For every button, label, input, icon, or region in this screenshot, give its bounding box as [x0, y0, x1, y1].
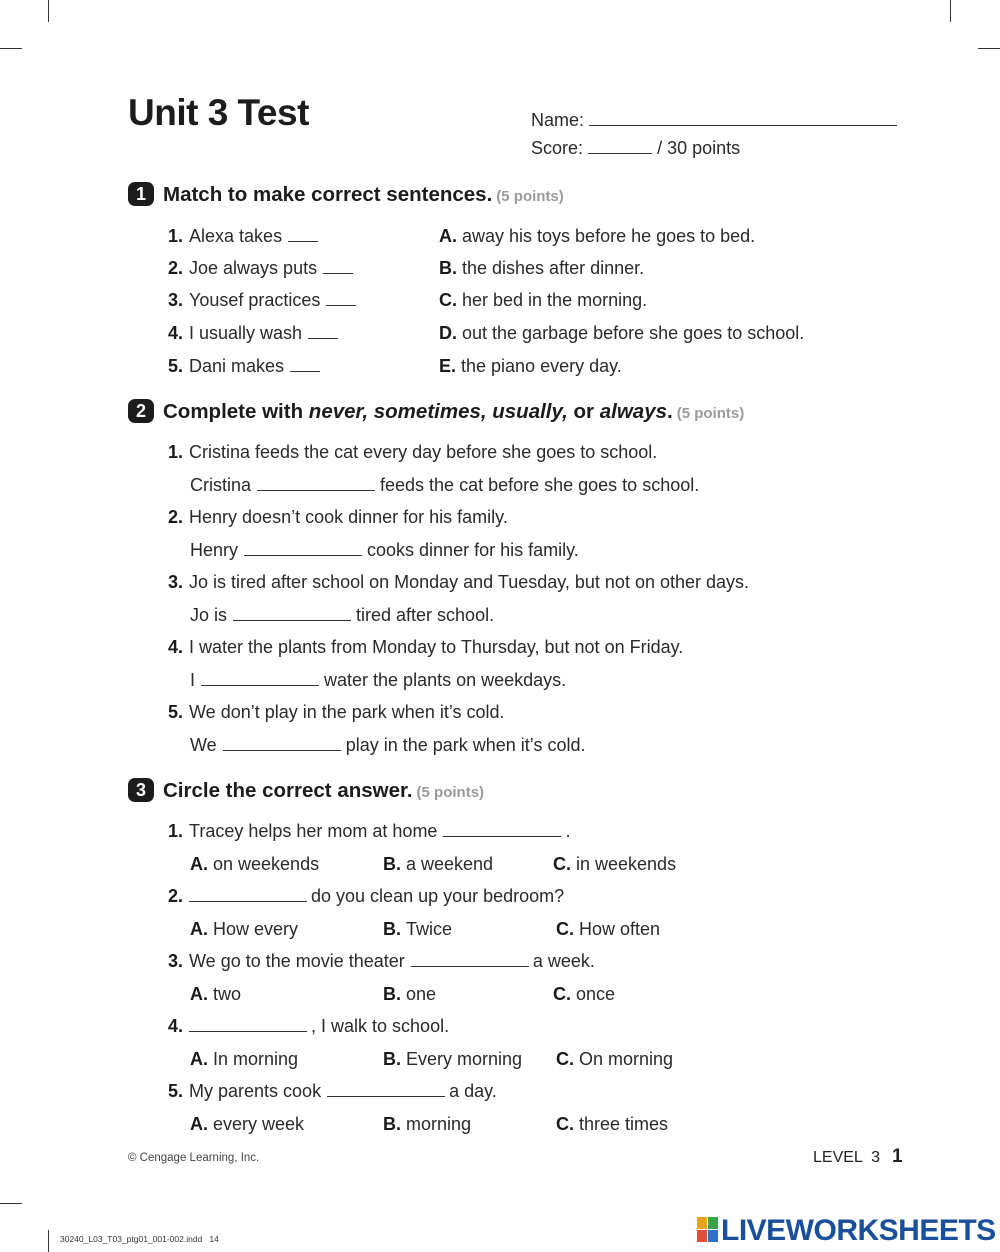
- score-total: / 30 points: [657, 138, 741, 158]
- complete-answer: [190, 605, 494, 626]
- option-letter: B.: [439, 258, 457, 278]
- answer-option-a[interactable]: [190, 984, 241, 1005]
- item-number: 5.: [168, 1081, 184, 1101]
- option-letter: C.: [556, 1049, 574, 1069]
- option-text: away his toys before he goes to bed.: [462, 226, 756, 246]
- option-text: Every morning: [406, 1049, 523, 1069]
- match-option: [439, 323, 804, 344]
- section-number: 3: [128, 778, 154, 802]
- answer-blank[interactable]: [244, 554, 362, 556]
- item-number: 2.: [168, 258, 184, 278]
- section-points: (5 points): [496, 188, 564, 205]
- option-text: two: [213, 984, 242, 1004]
- question-post: a day.: [449, 1081, 497, 1101]
- section-title-or: or: [567, 400, 600, 423]
- option-letter: B.: [383, 919, 401, 939]
- answer-option-b[interactable]: [383, 854, 493, 875]
- question: [168, 886, 564, 907]
- answer-option-c[interactable]: [556, 1049, 673, 1070]
- prompt-text: Jo is tired after school on Monday and Tuesday, but not on other days.: [189, 572, 750, 592]
- match-option: [439, 258, 644, 279]
- option-letter: A.: [190, 919, 208, 939]
- option-text: Twice: [406, 919, 453, 939]
- item-text: Alexa takes: [189, 226, 283, 246]
- prompt-text: We don’t play in the park when it’s cold.: [189, 702, 505, 722]
- option-text: morning: [406, 1114, 472, 1134]
- section-1-heading: [128, 182, 564, 207]
- option-letter: C.: [553, 854, 571, 874]
- answer-post: cooks dinner for his family.: [367, 540, 579, 560]
- answer-option-b[interactable]: [383, 984, 436, 1005]
- answer-option-a[interactable]: [190, 1049, 298, 1070]
- answer-blank[interactable]: [233, 619, 351, 621]
- name-field[interactable]: [589, 124, 897, 126]
- answer-blank[interactable]: [201, 684, 319, 686]
- match-option: [439, 356, 622, 377]
- complete-prompt: [168, 507, 508, 528]
- answer-option-c[interactable]: [553, 854, 676, 875]
- copyright: © Cengage Learning, Inc.: [128, 1152, 260, 1164]
- option-text: once: [576, 984, 616, 1004]
- item-number: 2.: [168, 507, 184, 527]
- complete-prompt: [168, 637, 683, 658]
- option-text: out the garbage before she goes to school.: [462, 323, 805, 343]
- item-number: 4.: [168, 323, 184, 343]
- answer-pre: Henry: [190, 540, 239, 560]
- option-letter: A.: [190, 1049, 208, 1069]
- score-field[interactable]: [588, 152, 652, 154]
- item-number: 1.: [168, 821, 184, 841]
- option-letter: C.: [553, 984, 571, 1004]
- match-option: [439, 290, 647, 311]
- question-post: a week.: [532, 951, 595, 971]
- answer-option-a[interactable]: [190, 919, 298, 940]
- answer-blank[interactable]: [443, 835, 561, 837]
- prompt-text: I water the plants from Monday to Thursday, but not on Friday.: [189, 637, 684, 657]
- question: [168, 821, 570, 842]
- answer-pre: Jo is: [190, 605, 228, 625]
- item-number: 5.: [168, 356, 184, 376]
- section-3-heading: [128, 778, 484, 803]
- option-text: in weekends: [576, 854, 677, 874]
- option-text: the piano every day.: [461, 356, 622, 376]
- section-title-end: .: [667, 400, 673, 423]
- option-letter: B.: [383, 984, 401, 1004]
- option-letter: A.: [439, 226, 457, 246]
- answer-pre: We: [190, 735, 217, 755]
- item-number: 5.: [168, 702, 184, 722]
- match-item: [168, 290, 356, 311]
- section-title: Circle the correct answer.: [163, 779, 413, 802]
- option-text: one: [406, 984, 437, 1004]
- option-letter: A.: [190, 854, 208, 874]
- option-text: How every: [213, 919, 299, 939]
- answer-option-c[interactable]: [556, 1114, 668, 1135]
- item-number: 2.: [168, 886, 184, 906]
- option-letter: E.: [439, 356, 457, 376]
- option-text: a weekend: [406, 854, 494, 874]
- score-label: Score:: [531, 138, 584, 158]
- question: [168, 1016, 449, 1037]
- option-letter: C.: [556, 1114, 574, 1134]
- prompt-text: Henry doesn’t cook dinner for his family.: [189, 507, 508, 527]
- match-blank[interactable]: [290, 370, 320, 372]
- section-number: 1: [128, 182, 154, 206]
- file-slug: 30240_L03_T03_ptg01_001-002.indd 14: [60, 1234, 219, 1244]
- match-blank[interactable]: [288, 240, 318, 242]
- match-item: [168, 323, 338, 344]
- adverb-list: never, sometimes, usually,: [308, 400, 568, 423]
- section-number: 2: [128, 399, 154, 423]
- complete-answer: [190, 735, 586, 756]
- answer-blank[interactable]: [189, 1030, 307, 1032]
- option-text: How often: [579, 919, 661, 939]
- answer-blank[interactable]: [189, 900, 307, 902]
- complete-answer: [190, 540, 579, 561]
- item-number: 3.: [168, 572, 184, 592]
- option-letter: A.: [190, 984, 208, 1004]
- option-letter: B.: [383, 1114, 401, 1134]
- answer-option-c[interactable]: [553, 984, 615, 1005]
- question-post: , I walk to school.: [311, 1016, 450, 1036]
- page-title: Unit 3 Test: [128, 92, 309, 133]
- item-number: 3.: [168, 951, 184, 971]
- option-text: the dishes after dinner.: [462, 258, 645, 278]
- option-letter: A.: [190, 1114, 208, 1134]
- prompt-text: Cristina feeds the cat every day before she goes to school.: [189, 442, 658, 462]
- level-label: [813, 1146, 903, 1168]
- match-blank[interactable]: [326, 304, 356, 306]
- match-item: [168, 226, 318, 247]
- option-letter: B.: [383, 1049, 401, 1069]
- item-text: Joe always puts: [189, 258, 318, 278]
- question-pre: We go to the movie theater: [189, 951, 405, 971]
- section-points: (5 points): [676, 405, 745, 422]
- match-option: [439, 226, 755, 247]
- name-label: Name:: [531, 110, 585, 130]
- section-title: Match to make correct sentences.: [163, 183, 493, 206]
- answer-post: tired after school.: [356, 605, 495, 625]
- question-post: do you clean up your bedroom?: [311, 886, 565, 906]
- answer-post: water the plants on weekdays.: [324, 670, 567, 690]
- option-letter: C.: [556, 919, 574, 939]
- option-text: In morning: [213, 1049, 299, 1069]
- answer-option-c[interactable]: [556, 919, 660, 940]
- match-blank[interactable]: [323, 272, 353, 274]
- answer-blank[interactable]: [411, 965, 529, 967]
- option-letter: B.: [383, 854, 401, 874]
- answer-option-b[interactable]: [383, 919, 452, 940]
- answer-blank[interactable]: [327, 1095, 445, 1097]
- item-text: I usually wash: [189, 323, 303, 343]
- option-text: her bed in the morning.: [462, 290, 648, 310]
- page-number: 1: [892, 1146, 903, 1167]
- match-item: [168, 258, 353, 279]
- section-title: Complete with: [163, 400, 309, 423]
- answer-pre: Cristina: [190, 475, 252, 495]
- question: [168, 1081, 497, 1102]
- answer-post: play in the park when it’s cold.: [345, 735, 586, 755]
- item-number: 1.: [168, 226, 184, 246]
- complete-answer: [190, 670, 566, 691]
- answer-option-b[interactable]: [383, 1114, 471, 1135]
- adverb-always: always: [599, 400, 667, 423]
- question-pre: Tracey helps her mom at home: [189, 821, 438, 841]
- item-number: 4.: [168, 637, 184, 657]
- answer-post: feeds the cat before she goes to school.: [380, 475, 700, 495]
- option-text: every week: [213, 1114, 305, 1134]
- item-number: 4.: [168, 1016, 184, 1036]
- answer-option-a[interactable]: [190, 854, 319, 875]
- complete-prompt: [168, 442, 657, 463]
- option-text: on weekends: [213, 854, 320, 874]
- match-item: [168, 356, 320, 377]
- item-text: Yousef practices: [189, 290, 321, 310]
- answer-option-a[interactable]: [190, 1114, 304, 1135]
- item-number: 1.: [168, 442, 184, 462]
- answer-option-b[interactable]: [383, 1049, 522, 1070]
- question-post: .: [565, 821, 571, 841]
- item-number: 3.: [168, 290, 184, 310]
- level-text: LEVEL 3: [813, 1149, 881, 1166]
- logo-icon: [697, 1217, 719, 1243]
- question: [168, 951, 595, 972]
- name-score-box: [531, 110, 897, 166]
- complete-answer: [190, 475, 699, 496]
- answer-blank[interactable]: [257, 489, 375, 491]
- answer-blank[interactable]: [223, 749, 341, 751]
- option-text: On morning: [579, 1049, 674, 1069]
- option-letter: C.: [439, 290, 457, 310]
- question-pre: My parents cook: [189, 1081, 322, 1101]
- match-blank[interactable]: [308, 337, 338, 339]
- answer-pre: I: [190, 670, 196, 690]
- logo-text: LIVEWORKSHEETS: [721, 1214, 996, 1247]
- complete-prompt: [168, 572, 749, 593]
- section-2-heading: [128, 399, 744, 424]
- complete-prompt: [168, 702, 505, 723]
- liveworksheets-logo: [697, 1214, 996, 1248]
- option-text: three times: [579, 1114, 669, 1134]
- item-text: Dani makes: [189, 356, 285, 376]
- section-points: (5 points): [416, 784, 485, 801]
- option-letter: D.: [439, 323, 457, 343]
